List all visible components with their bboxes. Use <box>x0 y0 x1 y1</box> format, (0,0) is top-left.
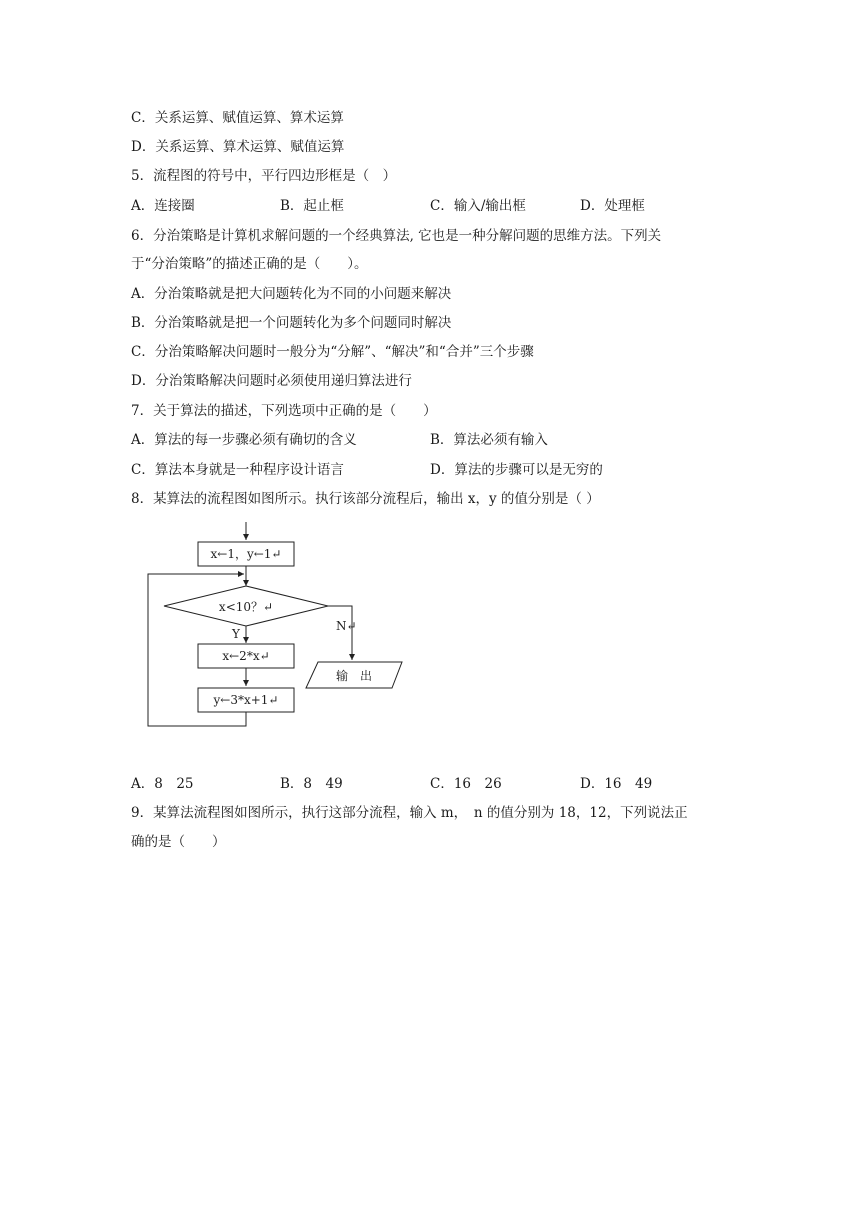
q6-stem-line2: 于“分治策略”的描述正确的是（ ）。 <box>131 256 368 272</box>
q6-option-d: D．分治策略解决问题时必须使用递归算法进行 <box>131 373 412 389</box>
q8-option-d: D．16 49 <box>580 776 653 792</box>
q9-stem-line2: 确的是（ ） <box>131 834 226 850</box>
q6-stem-line1: 6．分治策略是计算机求解问题的一个经典算法, 它也是一种分解问题的思维方法。下列关 <box>131 228 662 244</box>
q8-stem: 8．某算法的流程图如图所示。执行该部分流程后，输出 x，y 的值分别是（ ） <box>131 491 600 507</box>
q9-stem-line1: 9．某算法流程图如图所示，执行这部分流程，输入 m， n 的值分别为 18，12，下列说法正 <box>131 805 688 821</box>
flow-yes-label: Y <box>232 627 240 641</box>
q5-option-c: C．输入/输出框 <box>430 198 526 214</box>
flow-no-line <box>328 606 352 660</box>
flow-step2-text: y←3*x+1↵ <box>213 693 279 707</box>
flow-output-text: 输 出 <box>335 669 373 683</box>
q5-option-b: B．起止框 <box>280 198 344 214</box>
q5-option-a: A．连接圈 <box>131 198 195 214</box>
q6-option-b: B．分治策略就是把一个问题转化为多个问题同时解决 <box>131 315 452 331</box>
q7-option-b: B．算法必须有输入 <box>430 432 548 448</box>
q5-stem: 5．流程图的符号中，平行四边形框是（ ） <box>131 168 397 184</box>
q5-option-d: D．处理框 <box>580 198 645 214</box>
flow-no-label: N↵ <box>336 619 357 633</box>
q4-option-c: C．关系运算、赋值运算、算术运算 <box>131 110 344 126</box>
q8-flowchart <box>140 518 420 732</box>
flow-step1-text: x←2*x↵ <box>222 649 270 663</box>
flow-init-text: x←1，y←1↵ <box>210 547 282 561</box>
q6-option-a: A．分治策略就是把大问题转化为不同的小问题来解决 <box>131 286 452 302</box>
q8-option-b: B．8 49 <box>280 776 343 792</box>
q7-option-a: A．算法的每一步骤必须有确切的含义 <box>131 432 357 448</box>
q6-option-c: C．分治策略解决问题时一般分为“分解”、“解决”和“合并”三个步骤 <box>131 344 534 360</box>
q7-option-c: C．算法本身就是一种程序设计语言 <box>131 462 344 478</box>
q8-option-c: C．16 26 <box>430 776 502 792</box>
q7-stem: 7．关于算法的描述，下列选项中正确的是（ ） <box>131 403 437 419</box>
q4-option-d: D．关系运算、算术运算、赋值运算 <box>131 139 345 155</box>
flow-cond-text: x<10？↵ <box>218 600 274 614</box>
q8-option-a: A．8 25 <box>131 776 194 792</box>
q7-option-d: D．算法的步骤可以是无穷的 <box>430 462 603 478</box>
